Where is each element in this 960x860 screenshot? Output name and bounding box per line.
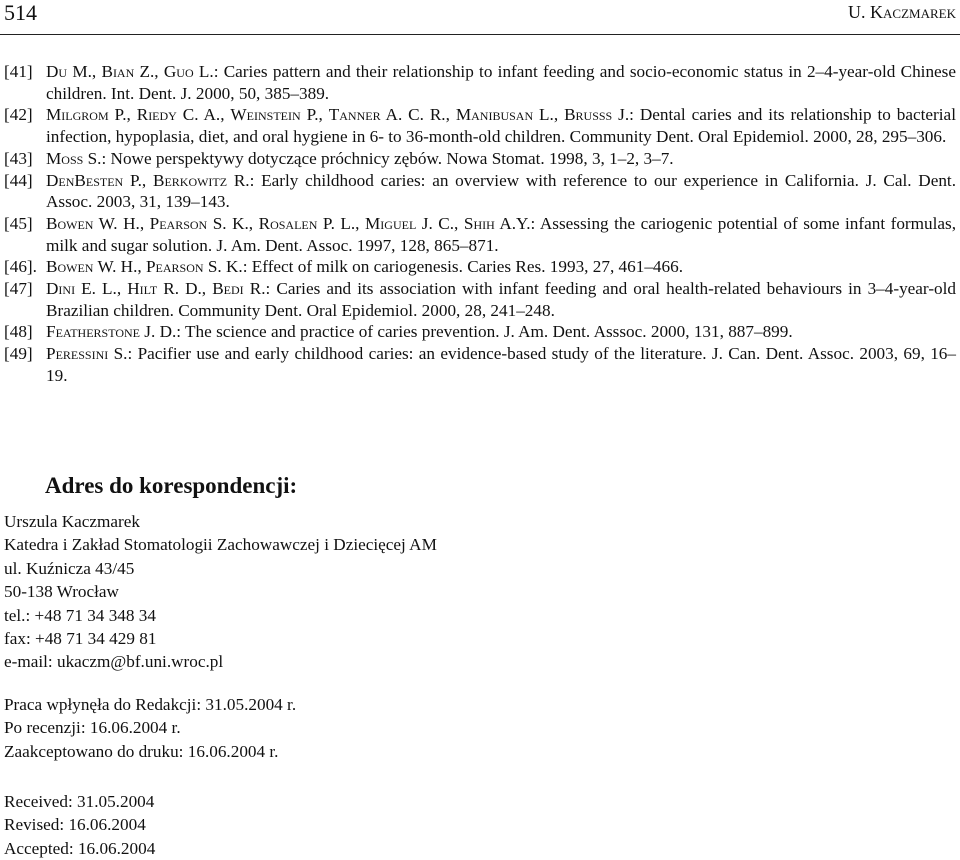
reference-text xyxy=(46,343,956,386)
address-name: Urszula Kaczmarek xyxy=(4,512,140,531)
reference-number: [47] xyxy=(4,279,33,299)
date-revised-pl: Po recenzji: 16.06.2004 r. xyxy=(4,718,181,738)
reference-citation: : Pacifier use and early childhood caries: an evidence-based study of the literature. J. Can. Dent. Assoc. 2003, 69, 16–19. xyxy=(46,344,956,385)
submission-dates-english xyxy=(4,790,155,860)
author-name: u M., xyxy=(58,62,102,81)
running-author: U. Kaczmarek xyxy=(848,2,956,22)
author-initial: T xyxy=(328,105,340,125)
author-initial: R xyxy=(136,105,149,125)
author-initial: G xyxy=(163,62,177,81)
reference-text xyxy=(46,213,956,256)
author-initial: D xyxy=(46,62,59,81)
reference-item xyxy=(0,321,956,343)
author-initial: D xyxy=(46,170,59,190)
reference-number: [41] xyxy=(4,62,33,81)
reference-citation: : Dental caries and its relationship to bacterial infection, hypoplasia, diet, and oral hygiene in 6- to 36-month-old children. Community Dent. Oral Epidemiol. 2000, 28, 295–306. xyxy=(46,105,956,147)
header-rule xyxy=(0,34,960,35)
author-name: earson S. K. xyxy=(155,257,243,277)
author-initial: B xyxy=(74,170,86,190)
author-initial: R xyxy=(258,213,271,233)
author-initial: P xyxy=(149,213,160,233)
author-name: iedy C. A., xyxy=(148,105,231,125)
author-name: en xyxy=(58,170,75,190)
author-initial: B xyxy=(46,257,58,277)
reference-item xyxy=(0,278,956,321)
page-number: 514 xyxy=(4,0,37,25)
author-name: ian Z., xyxy=(112,62,164,81)
author-name: edi R. xyxy=(223,279,266,299)
author-initial: B xyxy=(564,105,576,125)
reference-number: [45] xyxy=(4,213,33,233)
author-name: osalen P. L., xyxy=(270,213,365,233)
author-name: esten P., xyxy=(85,170,153,190)
author-name: ilt R. D., xyxy=(139,279,213,299)
reference-citation: : Early childhood caries: an overview with reference to our experience in California. J. Cal. Dent. Assoc. 2003, 31, 139–143. xyxy=(46,170,956,212)
reference-text xyxy=(46,256,956,278)
reference-text xyxy=(46,104,956,147)
author-name: hih A.Y. xyxy=(473,213,531,233)
correspondence-address xyxy=(4,510,437,674)
reference-item xyxy=(0,148,956,170)
reference-number: [48] xyxy=(4,322,33,342)
date-revised-en: Revised: 16.06.2004 xyxy=(4,815,146,835)
author-initial: D xyxy=(46,279,59,299)
address-street: ul. Kuźnicza 43/45 xyxy=(4,558,135,578)
author-name: owen W. H., xyxy=(57,257,146,277)
author-name: owen W. H., xyxy=(57,213,150,233)
author-name: russs J. xyxy=(575,105,630,125)
reference-text xyxy=(46,278,956,321)
reference-item xyxy=(0,61,956,104)
author-name: earson S. K., xyxy=(159,213,259,233)
reference-number: [42] xyxy=(4,105,33,125)
reference-item xyxy=(0,213,956,256)
author-name: eressini S. xyxy=(55,344,128,364)
reference-number: [43] xyxy=(4,148,33,168)
author-name: einstein P., xyxy=(246,105,329,125)
author-initial: P xyxy=(145,257,156,277)
author-name: erkowitz R. xyxy=(164,170,250,190)
reference-item xyxy=(0,170,956,213)
address-phone: tel.: +48 71 34 348 34 xyxy=(4,605,156,625)
reference-item xyxy=(0,343,956,386)
reference-text xyxy=(46,148,956,170)
reference-text xyxy=(46,61,956,104)
reference-text xyxy=(46,321,956,343)
date-accepted-pl: Zaakceptowano do druku: 16.06.2004 r. xyxy=(4,741,279,761)
author-name: anibusan L., xyxy=(471,105,565,125)
submission-dates-polish xyxy=(4,693,296,763)
author-initial: M xyxy=(455,105,472,125)
author-name: anner A. C. R., xyxy=(339,105,456,125)
author-name: iguel J. C., xyxy=(380,213,464,233)
author-name: eatherstone J. D. xyxy=(55,322,177,342)
author-initial: M xyxy=(46,148,62,168)
reference-citation: : Assessing the cariogenic potential of some infant formulas, milk and sugar solution. J. Am. Dent. Assoc. 1997, 128, 865–871. xyxy=(46,213,956,255)
reference-citation: : Caries and its association with infant feeding and oral health-related behaviours in 3–4-year-old Brazilian children. Community Dent. Oral Epidemiol. 2000, 28, 241–248. xyxy=(46,279,957,320)
author-initial: S xyxy=(463,213,474,233)
reference-item xyxy=(0,256,956,278)
author-name: ini E. L., xyxy=(58,279,128,299)
reference-citation: : Effect of milk on cariogenesis. Caries Res. 1993, 27, 461–466. xyxy=(242,257,683,277)
reference-item xyxy=(0,104,956,147)
author-name: oss S. xyxy=(61,148,102,168)
author-initial: H xyxy=(127,279,140,299)
address-city: 50-138 Wrocław xyxy=(4,582,119,602)
date-received-pl: Praca wpłynęła do Redakcji: 31.05.2004 r. xyxy=(4,695,297,714)
author-initial: B xyxy=(152,170,165,190)
page-header xyxy=(0,0,960,30)
author-initial: P xyxy=(46,344,56,364)
date-received-en: Received: 31.05.2004 xyxy=(4,792,155,811)
author-initial: M xyxy=(365,213,381,233)
author-initial: B xyxy=(212,279,224,299)
reference-text xyxy=(46,170,956,213)
reference-citation: : Caries pattern and their relationship to infant feeding and socio-economic status in 2–4-year-old Chinese children. Int. Dent. J. 2000, 50, 385–389. xyxy=(46,62,957,103)
author-initial: B xyxy=(101,62,113,81)
reference-number: [46]. xyxy=(4,257,37,277)
author-initial: B xyxy=(46,213,58,233)
reference-number: [44] xyxy=(4,170,33,190)
address-fax: fax: +48 71 34 429 81 xyxy=(4,629,157,649)
address-email: e-mail: ukaczm@bf.uni.wroc.pl xyxy=(4,652,224,672)
correspondence-title: Adres do korespondencji: xyxy=(45,473,298,498)
author-initial: M xyxy=(46,105,62,125)
reference-citation: : Nowe perspektywy dotyczące próchnicy zębów. Nowa Stomat. 1998, 3, 1–2, 3–7. xyxy=(101,148,674,168)
author-name: uo L. xyxy=(176,62,214,81)
author-initial: F xyxy=(46,322,56,342)
author-name: ilgrom P., xyxy=(61,105,137,125)
date-accepted-en: Accepted: 16.06.2004 xyxy=(4,838,156,858)
reference-number: [49] xyxy=(4,344,33,364)
reference-list xyxy=(0,61,956,387)
reference-citation: : The science and practice of caries prevention. J. Am. Dent. Asssoc. 2000, 131, 887–899. xyxy=(176,322,793,342)
address-department: Katedra i Zakład Stomatologii Zachowawczej i Dziecięcej AM xyxy=(4,535,437,555)
author-initial: W xyxy=(230,105,247,125)
